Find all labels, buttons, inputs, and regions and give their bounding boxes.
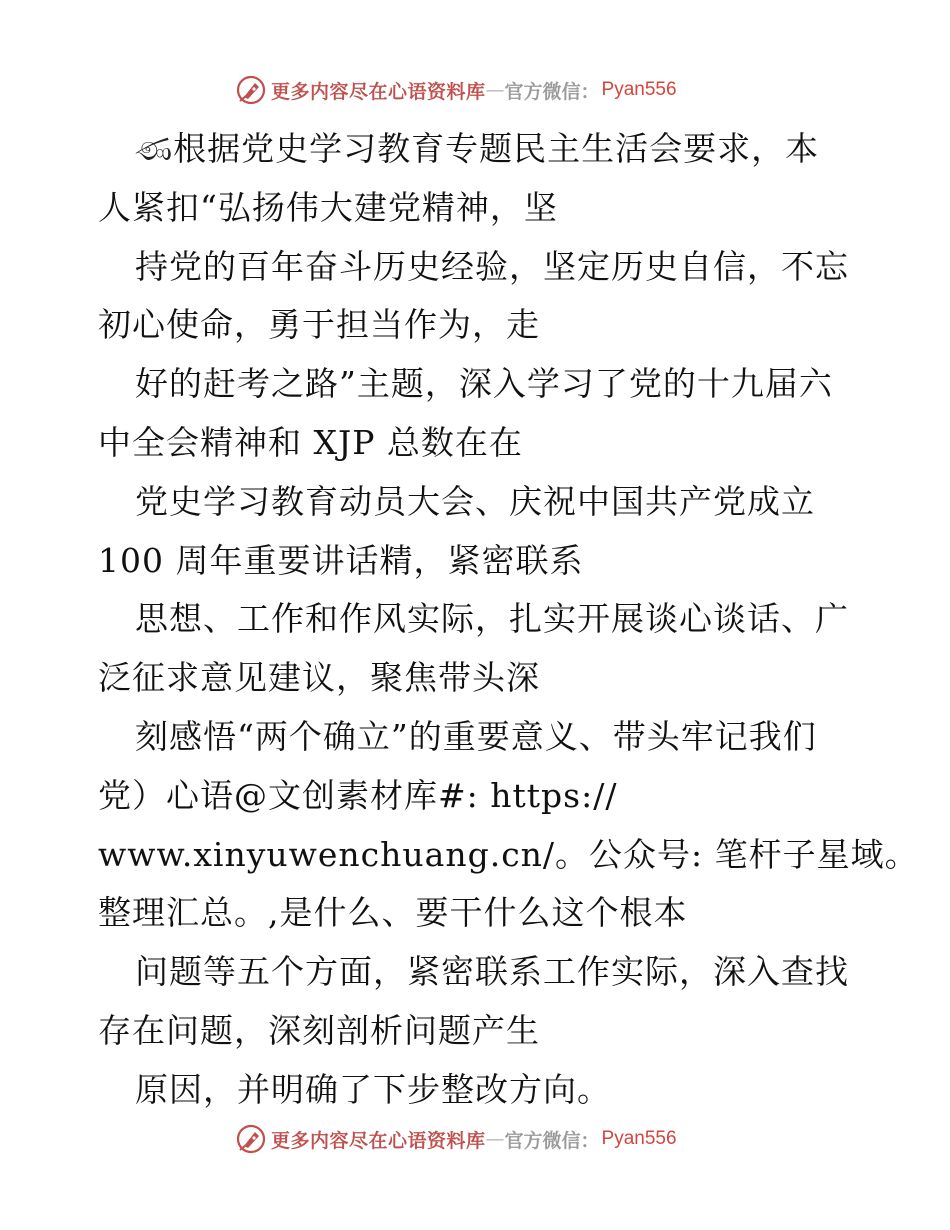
pen-nib-logo-icon (235, 1123, 267, 1155)
footer-watermark-banner (235, 1122, 715, 1156)
paragraph-line-11: 刻感悟“两个确立”的重要意义、带头牢记我们 (135, 716, 817, 756)
paragraph-line-13: www.xinyuwenchuang.cn/。公众号: 笔杆子星域。 (98, 834, 919, 874)
paragraph-line-14: 整理汇总。,是什么、要干什么这个根本 (98, 893, 688, 933)
paragraph-line-16: 存在问题，深刻剖析问题产生 (98, 1010, 540, 1050)
paragraph-line-4: 初心使命，勇于担当作为，走 (98, 305, 540, 345)
watermark-wechat-label: 官方微信： (504, 80, 600, 103)
paragraph-line-8: 100 周年重要讲话精，紧密联系 (98, 540, 584, 580)
paragraph-line-9: 思想、工作和作风实际，扎实开展谈心谈话、广 (135, 599, 849, 639)
watermark-site-text: 更多内容尽在心语资料库 (271, 1129, 486, 1152)
paragraph-line-3: 持党的百年奋斗历史经验，坚定历史自信，不忘 (135, 246, 849, 286)
paragraph-line-10: 泛征求意见建议，聚焦带头深 (98, 658, 540, 698)
paragraph-line-7: 党史学习教育动员大会、庆祝中国共产党成立 (135, 481, 815, 521)
paragraph-line-15: 问题等五个方面，紧密联系工作实际，深入查找 (135, 952, 849, 992)
paragraph-line-1: ණ根据党史学习教育专题民主生活会要求，本 (98, 120, 858, 179)
watermark-wechat-id: Pyan556 (601, 79, 677, 100)
lead-ornament-icon: ණ (135, 129, 174, 168)
watermark-wechat-label: 官方微信： (504, 1129, 600, 1152)
paragraph-line-2: 人紧扣“弘扬伟大建党精神，坚 (98, 187, 558, 227)
paragraph-line-5: 好的赶考之路”主题，深入学习了党的十九届六 (135, 364, 833, 404)
header-watermark-banner (235, 73, 715, 107)
watermark-separator: — (485, 79, 505, 101)
document-body (98, 120, 919, 1120)
pen-nib-logo-icon (235, 74, 267, 106)
watermark-separator: — (485, 1128, 505, 1150)
paragraph-line-12: 党）心语@文创素材库#: https:// (98, 775, 618, 815)
watermark-site-text: 更多内容尽在心语资料库 (271, 80, 486, 103)
paragraph-line-6: 中全会精神和 XJP 总数在在 (98, 422, 523, 462)
watermark-wechat-id: Pyan556 (601, 1128, 677, 1149)
paragraph-line-17: 原因，并明确了下步整改方向。 (135, 1069, 611, 1109)
